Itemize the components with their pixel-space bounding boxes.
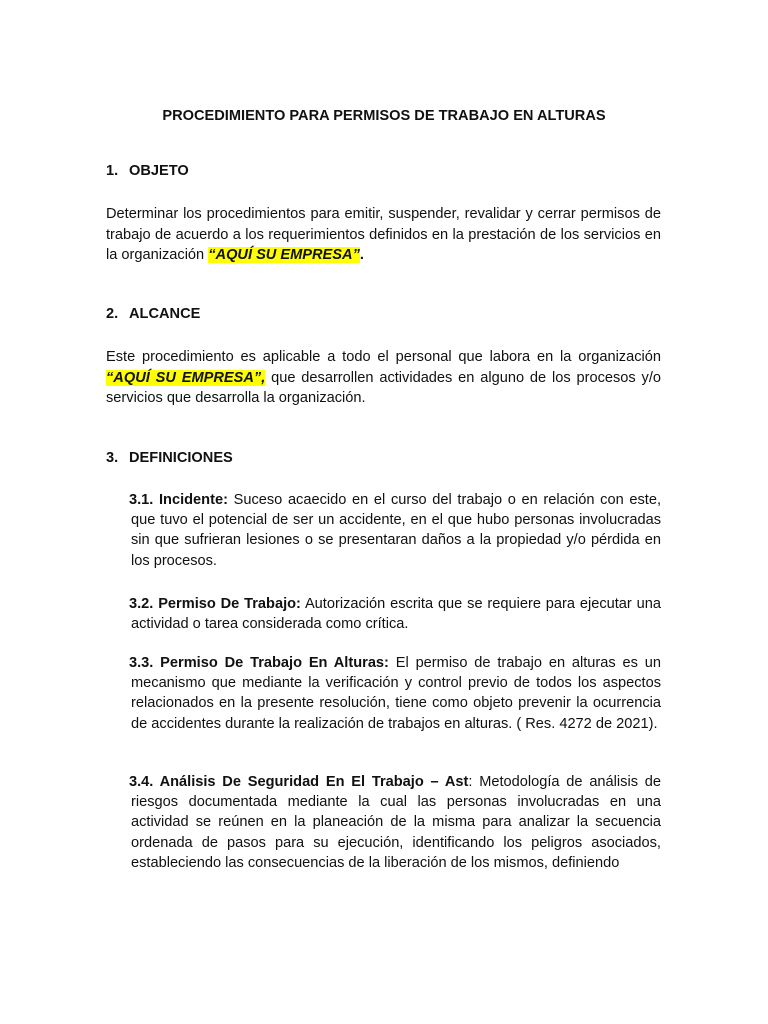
section-heading-definiciones [106,450,233,466]
definition-text: El permiso de trabajo en alturas es un mecanismo que mediante la verificación y control previo de todos los aspectos relacionados en la presente resolución, tiene como objeto prevenir la ocurrencia de accidentes durante la realización de trabajos en alturas. ( Res. 4272 de 2021). [131,655,662,732]
section-number: 2. [106,306,119,322]
section-paragraph-objeto [106,204,661,266]
paragraph-text: Este procedimiento es aplicable a todo el personal que labora en la organización [106,349,661,365]
paragraph-text-end: . [359,247,364,264]
section-title: DEFINICIONES [129,450,233,466]
definition-text: Suceso acaecido en el curso del trabajo o en relación con este, que tuvo el potencial de ser un accidente, en el que hubo personas involucradas sin que sufrieran lesiones o se presentaran daños a la propiedad y/o pérdida en los procesos. [131,492,661,569]
paragraph-text-end: que desarrollen actividades en alguno de los procesos y/o servicios que desarrolla la organización. [106,369,662,407]
section-heading-alcance [106,306,200,322]
definition-text: Autorización escrita que se requiere para ejecutar una actividad o tarea considerada como crítica. [131,596,661,633]
section-paragraph-alcance [106,347,661,409]
definition-analisis-seguridad [131,772,661,873]
definition-term: 3.2. Permiso De Trabajo: [129,596,301,612]
section-heading-objeto [106,163,189,179]
definition-term: 3.4. Análisis De Seguridad En El Trabajo – Ast [129,774,469,790]
paragraph-text: Determinar los procedimientos para emitir, suspender, revalidar y cerrar permisos de trabajo de acuerdo a los requerimientos definidos en la prestación de los servicios en la organización [106,206,661,264]
section-number: 3. [106,450,119,466]
definition-term: 3.1. Incidente: [129,492,228,508]
company-placeholder-highlight: “AQUÍ SU EMPRESA”, [106,369,266,386]
section-number: 1. [106,163,119,179]
section-title: OBJETO [129,163,189,179]
section-title: ALCANCE [129,306,201,322]
definition-incidente [131,490,661,571]
definition-text: : Metodología de análisis de riesgos documentada mediante la cual las personas involucradas en una actividad se reúnen en la planeación de la misma para analizar la secuencia ordenada de pasos para su ejecución, identificando los peligros asociados, estableciendo las consecuencias de la liberación de los mismos, definiendo [131,774,661,871]
definition-term: 3.3. Permiso De Trabajo En Alturas: [129,655,389,671]
company-placeholder-highlight: “AQUÍ SU EMPRESA” [208,247,360,264]
document-title: PROCEDIMIENTO PARA PERMISOS DE TRABAJO EN ALTURAS [162,108,606,124]
definition-permiso-de-trabajo [131,594,661,634]
definition-permiso-trabajo-alturas [131,653,661,734]
